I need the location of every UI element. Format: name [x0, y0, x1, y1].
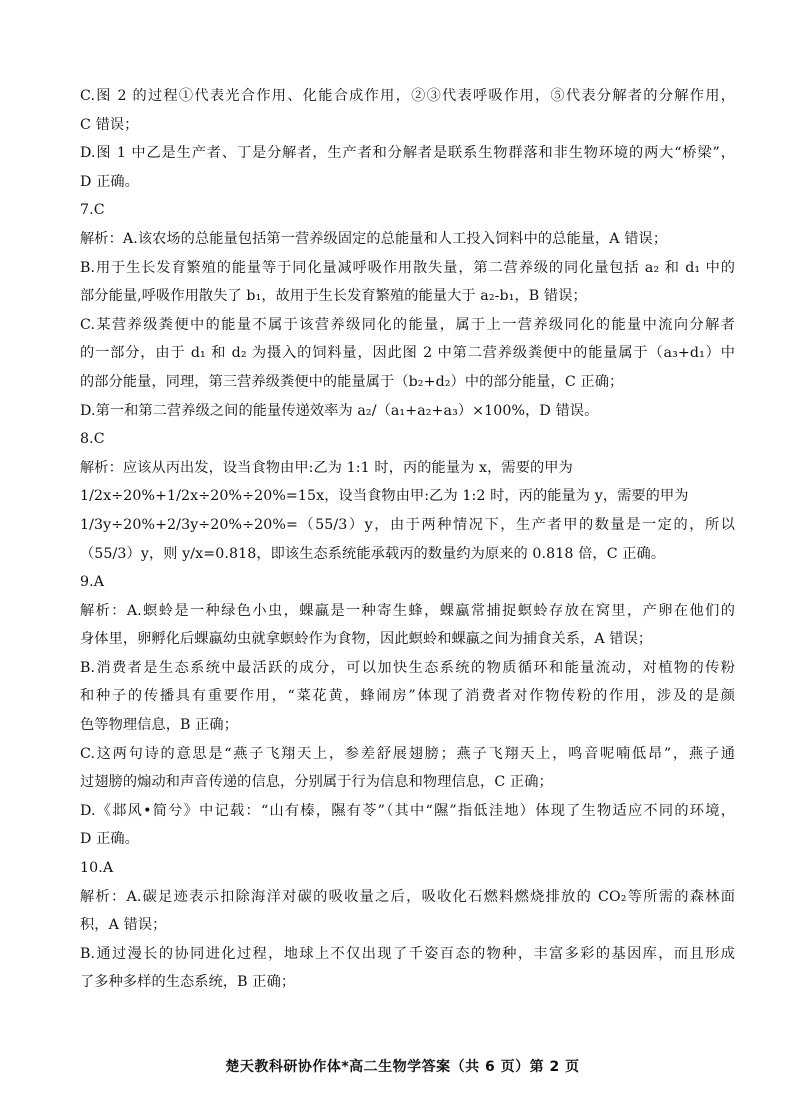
text-line: B.消费者是生态系统中最活跃的成分，可以加快生态系统的物质循环和能量流动，对植物的传粉: [80, 659, 735, 676]
text-line: 解析：A.碳足迹表示扣除海洋对碳的吸收量之后，吸收化石燃料燃烧排放的 CO₂等所需的森林面: [80, 888, 735, 905]
text-line: C.图 2 的过程①代表光合作用、化能合成作用，②③代表呼吸作用，⑤代表分解者的分解作用，: [80, 88, 735, 104]
document-body: [80, 82, 735, 997]
text-line: B.通过漫长的协同进化过程，地球上不仅出现了千姿百态的物种，丰富多彩的基因库，而且形成: [80, 945, 735, 962]
text-line: 9.A: [80, 574, 105, 591]
text-line: 和种子的传播具有重要作用，“菜花黄，蜂闹房”体现了消费者对作物传粉的作用，涉及的是颜: [80, 688, 735, 705]
text-line: 的部分能量，同理，第三营养级粪便中的能量属于（b₂+d₂）中的部分能量，C 正确；: [80, 373, 624, 390]
text-line: 解析：应该从丙出发，设当食物由甲:乙为 1:1 时，丙的能量为 x，需要的甲为: [80, 459, 573, 476]
text-line: 解析：A.螟蛉是一种绿色小虫，蜾蠃是一种寄生蜂，蜾蠃常捕捉螟蛉存放在窝里，产卵在他们的: [80, 602, 735, 619]
text-line: 10.A: [80, 860, 114, 877]
text-line: 身体里，卵孵化后蜾蠃幼虫就拿螟蛉作为食物，因此螟蛉和蜾蠃之间为捕食关系，A 错误；: [80, 631, 653, 648]
text-line: D.第一和第二营养级之间的能量传递效率为 a₂/（a₁+a₂+a₃）×100%，D 错误。: [80, 402, 599, 419]
text-line: D.《邶风•简兮》中记载：“山有榛，隰有苓”（其中“隰”指低洼地）体现了生物适应不同的环境，: [80, 802, 735, 819]
text-line: 了多种多样的生态系统，B 正确；: [80, 974, 296, 991]
text-line: 7.C: [80, 202, 105, 219]
text-line: （55/3）y，则 y/x=0.818，即该生态系统能承载丙的数量约为原来的 0.818 倍，C 正确。: [80, 545, 666, 562]
text-line: 的一部分，由于 d₁ 和 d₂ 为摄入的饲料量，因此图 2 中第二营养级粪便中的能量属于（a₃+d₁）中: [80, 345, 735, 362]
text-line: C.这两句诗的意思是“燕子飞翔天上，参差舒展翅膀；燕子飞翔天上，鸣音呢喃低昂”，燕子通: [80, 745, 735, 762]
text-line: C 错误；: [80, 116, 139, 133]
text-line: 1/2x÷20%+1/2x÷20%÷20%=15x，设当食物由甲:乙为 1:2 时，丙的能量为 y，需要的甲为: [80, 488, 689, 505]
text-line: D 正确。: [80, 173, 139, 190]
text-line: C.某营养级粪便中的能量不属于该营养级同化的能量，属于上一营养级同化的能量中流向分解者: [80, 316, 735, 333]
text-line: B.用于生长发育繁殖的能量等于同化量减呼吸作用散失量，第二营养级的同化量包括 a₂ 和 d₁ 中的: [80, 259, 735, 276]
text-line: D.图 1 中乙是生产者、丁是分解者，生产者和分解者是联系生物群落和非生物环境的两大“桥梁”，: [80, 145, 735, 162]
text-line: 色等物理信息，B 正确；: [80, 717, 239, 734]
text-line: 解析：A.该农场的总能量包括第一营养级固定的总能量和人工投入饲料中的总能量，A 错误；: [80, 230, 668, 247]
page-footer: 楚天教科研协作体*高二生物学答案（共 6 页）第 2 页: [225, 1059, 580, 1075]
text-line: 1/3y÷20%+2/3y÷20%÷20%=（55/3）y，由于两种情况下，生产者甲的数量是一定的，所以: [80, 516, 735, 533]
text-line: 部分能量,呼吸作用散失了 b₁，故用于生长发育繁殖的能量大于 a₂-b₁，B 错误；: [80, 288, 587, 305]
text-line: 积，A 错误；: [80, 917, 167, 934]
text-line: D 正确。: [80, 831, 139, 848]
text-line: 过翅膀的煽动和声音传递的信息，分别属于行为信息和物理信息，C 正确；: [80, 774, 553, 791]
text-line: 8.C: [80, 431, 105, 448]
